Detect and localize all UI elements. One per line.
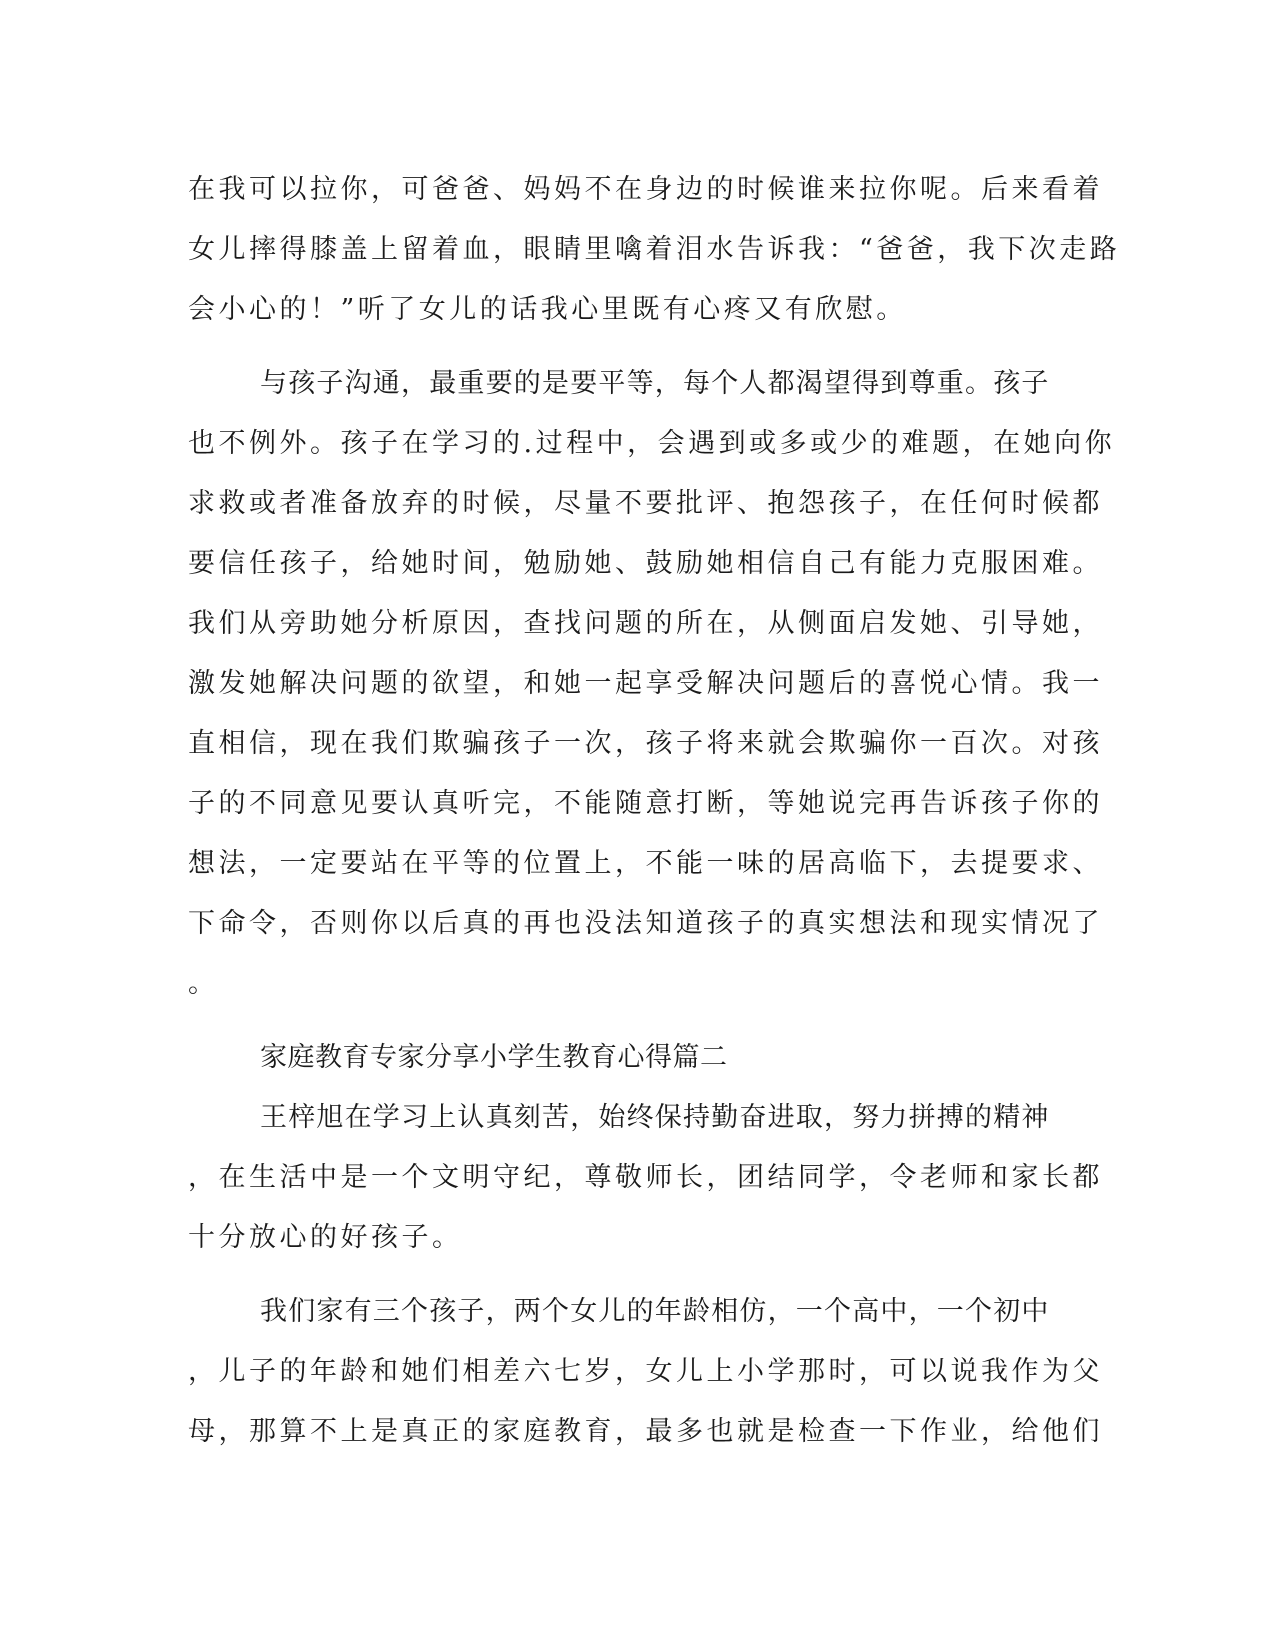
document-body	[188, 160, 1121, 1462]
text-line: 子的不同意见要认真听完，不能随意打断，等她说完再告诉孩子你的	[188, 788, 1103, 819]
text-line: 女儿摔得膝盖上留着血，眼睛里噙着泪水告诉我：“爸爸，我下次走路	[188, 234, 1121, 265]
text-line: 也不例外。孩子在学习的.过程中，会遇到或多或少的难题，在她向你	[188, 428, 1116, 459]
paragraph-1	[188, 160, 1121, 340]
text-line: 母，那算不上是真正的家庭教育，最多也就是检查一下作业，给他们	[188, 1416, 1103, 1447]
paragraph-spacing	[188, 340, 1088, 354]
section-heading	[188, 1028, 1088, 1088]
text-line: 在我可以拉你，可爸爸、妈妈不在身边的时候谁来拉你呢。后来看着	[188, 174, 1103, 205]
text-line: 王梓旭在学习上认真刻苦，始终保持勤奋进取，努力拼搏的精神	[260, 1102, 1050, 1133]
text-line: 求救或者准备放弃的时候，尽量不要批评、抱怨孩子，在任何时候都	[188, 488, 1103, 519]
heading-text: 家庭教育专家分享小学生教育心得篇二	[260, 1042, 728, 1073]
text-line: 要信任孩子，给她时间，勉励她、鼓励她相信自己有能力克服困难。	[188, 548, 1103, 579]
text-line: 与孩子沟通，最重要的是要平等，每个人都渴望得到尊重。孩子	[260, 368, 1050, 399]
text-line: 。	[188, 968, 219, 999]
paragraph-spacing	[188, 1268, 1088, 1282]
text-line: 十分放心的好孩子。	[188, 1222, 463, 1253]
text-line: ，在生活中是一个文明守纪，尊敬师长，团结同学，令老师和家长都	[188, 1162, 1103, 1193]
text-line: 会小心的！”听了女儿的话我心里既有心疼又有欣慰。	[188, 294, 907, 325]
text-line: 直相信，现在我们欺骗孩子一次，孩子将来就会欺骗你一百次。对孩	[188, 728, 1103, 759]
text-line: 我们家有三个孩子，两个女儿的年龄相仿，一个高中，一个初中	[260, 1296, 1050, 1327]
paragraph-2	[188, 354, 1116, 1014]
text-line: 激发她解决问题的欲望，和她一起享受解决问题后的喜悦心情。我一	[188, 668, 1103, 699]
paragraph-3	[188, 1088, 1103, 1268]
text-line: 下命令，否则你以后真的再也没法知道孩子的真实想法和现实情况了	[188, 908, 1103, 939]
text-line: ，儿子的年龄和她们相差六七岁，女儿上小学那时，可以说我作为父	[188, 1356, 1103, 1387]
paragraph-4	[188, 1282, 1103, 1462]
text-line: 我们从旁助她分析原因，查找问题的所在，从侧面启发她、引导她，	[188, 608, 1103, 639]
paragraph-spacing	[188, 1014, 1088, 1028]
text-line: 想法，一定要站在平等的位置上，不能一味的居高临下，去提要求、	[188, 848, 1103, 879]
